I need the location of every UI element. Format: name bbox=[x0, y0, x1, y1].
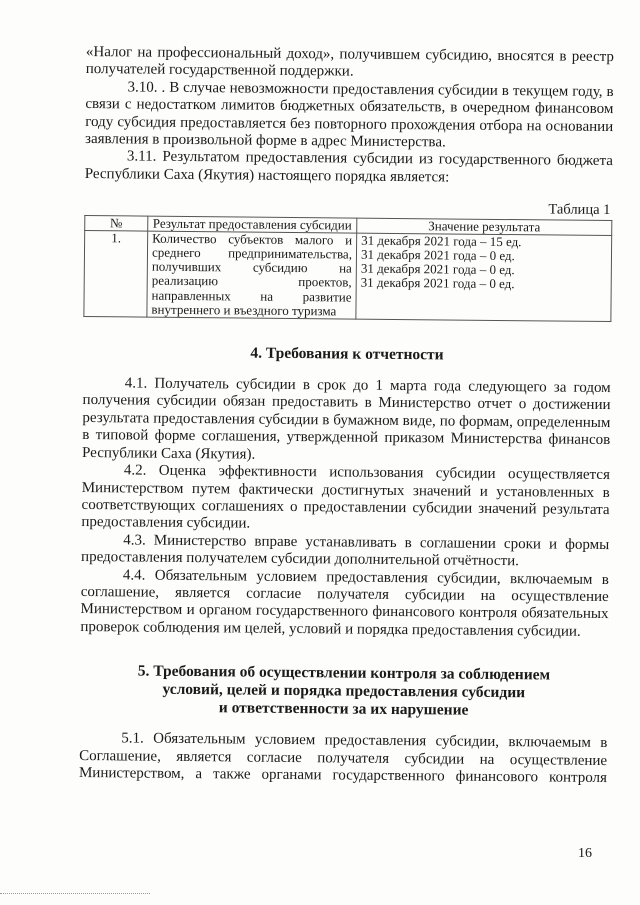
page-number: 16 bbox=[578, 846, 592, 861]
table-row bbox=[84, 230, 612, 321]
results-table bbox=[83, 215, 612, 322]
paragraph-4-1: 4.1. Получатель субсидии в срок до 1 марта года следующего за годом получения субсидии обязан предоставить в Министерство отчет о достижении результата предоставления субсидии в бумажном виде, по формам, определенным в типовой форме соглашения, утвержденной приказом Министерства финансов Республики Саха (Якутия). bbox=[82, 375, 611, 463]
row-number: 1. bbox=[84, 230, 148, 317]
footer-divider bbox=[0, 893, 150, 894]
value-line: 31 декабря 2021 года – 0 ед. bbox=[360, 275, 515, 292]
value-line: 31 декабря 2021 года – 15 ед. bbox=[361, 232, 522, 250]
paragraph-3-10: 3.10. . В случае невозможности предоставления субсидии в текущем году, в связи с недостатком лимитов бюджетных обязательств, в очередном финансовом году субсидия предоставляется без повторного прохождения отбора на основании заявления в произвольной форме в адрес Министерства. bbox=[85, 79, 614, 151]
section-5-title-line: 5. Требования об осуществлении контроля за соблюдением bbox=[137, 662, 551, 684]
section-5-title-line: условий, целей и порядка предоставления субсидии bbox=[162, 680, 526, 702]
paragraph-3-11: 3.11. Результатом предоставления субсидии из государственного бюджета Республики Саха (Якутия) настоящего порядка является: bbox=[84, 148, 613, 186]
value-line: 31 декабря 2021 года – 0 ед. bbox=[360, 246, 515, 264]
table-caption: Таблица 1 bbox=[548, 201, 611, 219]
section-4-title: 4. Требования к отчетности bbox=[250, 344, 444, 364]
page-content bbox=[79, 44, 614, 787]
paragraph-4-2: 4.2. Оценка эффективности использования субсидии осуществляется Министерством путем фактически достигнутых значений и установленных в соответствующих соглашениях о предоставлении субсидии значений результата предоставления субсидии. bbox=[81, 462, 610, 532]
paragraph-continuation: «Налог на профессиональный доход», получившем субсидию, вносятся в реестр получателей государственной поддержки. bbox=[85, 44, 614, 80]
row-result: Количество субъектов малого и среднего предпринимательства, получивших субсидию на реализацию проектов, направленных на развитие внутреннего и въездного туризма bbox=[147, 231, 357, 319]
header-value: Значение результата bbox=[357, 218, 612, 236]
header-number: № bbox=[85, 215, 148, 231]
section-5-title bbox=[80, 662, 608, 721]
header-result: Результат предоставления субсидии bbox=[148, 216, 357, 233]
paragraph-5-1: 5.1. Обязательным условием предоставления субсидии, включаемым в Соглашение, является согласие получателя субсидии на осуществление Министерством, а также органами государственного финансового контроля bbox=[78, 730, 608, 787]
row-values bbox=[356, 233, 612, 322]
paragraph-4-4: 4.4. Обязательным условием предоставления субсидии, включаемым в соглашение, является согласие получателя субсидии на осуществление Министерством и органом государственного финансового контроля обязательных проверок соблюдения им целей, условий и порядка предоставления субсидии. bbox=[80, 566, 609, 640]
paragraph-4-3: 4.3. Министерство вправе устанавливать в соглашении сроки и формы предоставления получателем субсидии дополнительной отчётности. bbox=[80, 532, 610, 570]
value-line: 31 декабря 2021 года – 0 ед. bbox=[360, 260, 515, 278]
section-5-title-line: и ответственности за их нарушение bbox=[218, 699, 469, 719]
